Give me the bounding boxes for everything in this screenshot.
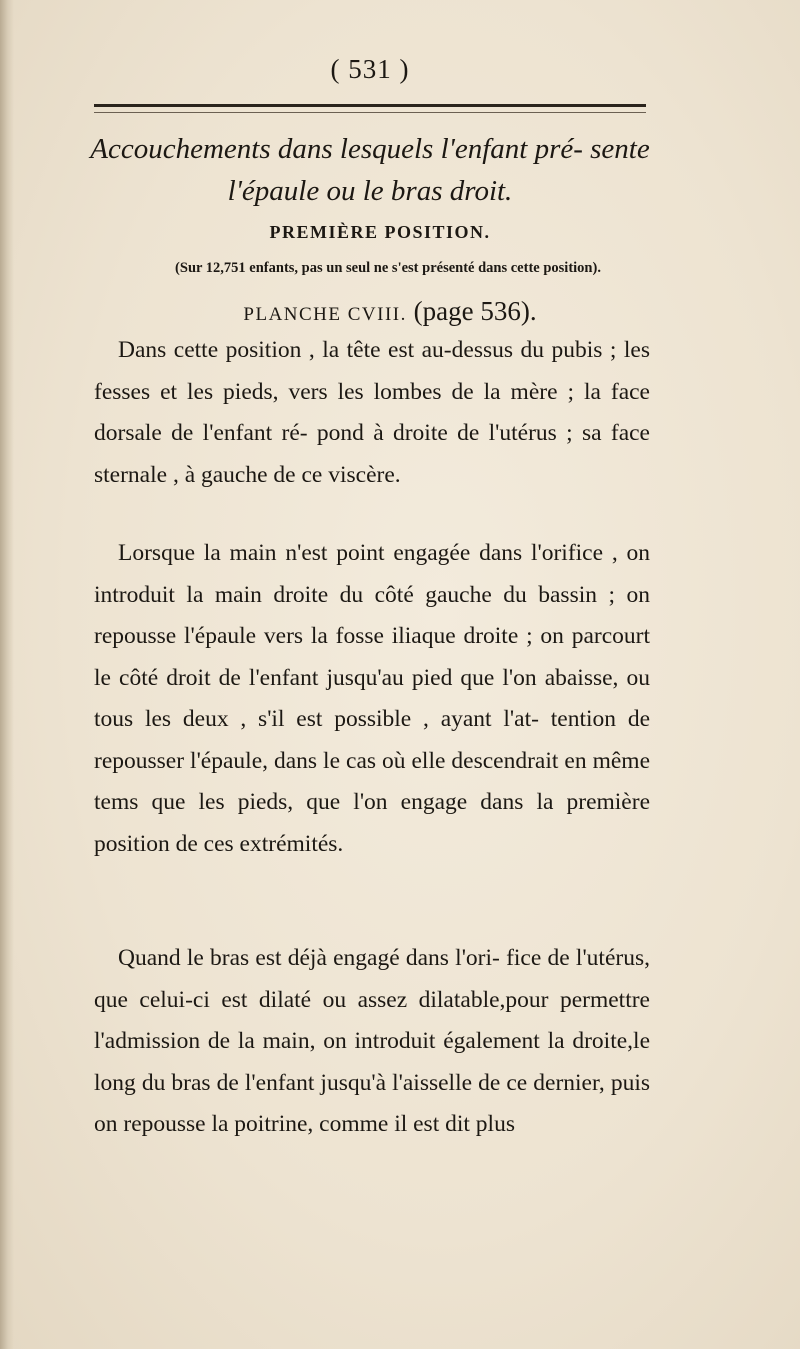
chapter-title: Accouchements dans lesquels l'enfant pré- sente l'épaule ou le bras droit.: [90, 133, 650, 207]
paragraph-2: Lorsque la main n'est point engagée dans l'orifice , on introduit la main droite du côté gauche du bassin ; on repousse l'épaule vers la fosse iliaque droite ; on parcourt le côté droit de l'enfant jusqu'au pied que l'on abaisse, ou tous les deux , s'il est possible , ayant l'at- tention de repousser l'épaule, dans le cas où elle descendrait en même tems que les pieds, que l'on engage dans la première position de ces extrémités.: [94, 540, 650, 857]
position-heading: PREMIÈRE POSITION.: [269, 222, 491, 242]
header-rule-thin: [94, 112, 646, 113]
paragraph-3: Quand le bras est déjà engagé dans l'ori- fice de l'utérus, que celui-ci est dilaté ou assez dilatable,pour permettre l'admission de la main, on introduit également la droite,le long du bras de l'enfant jusqu'à l'aisselle de ce dernier, puis on repousse la poitrine, comme il est dit plus: [94, 945, 650, 1137]
plate-label: PLANCHE CVIII.: [243, 304, 407, 325]
paragraph-1: Dans cette position , la tête est au-dessus du pubis ; les fesses et les pieds, vers les lombes de la mère ; la face dorsale de l'enfant ré- pond à droite de l'utérus ; sa face sternale , à gauche de ce viscère.: [94, 337, 650, 488]
plate-reference: [60, 296, 720, 327]
header-rule: [94, 104, 646, 107]
page-gutter: [0, 0, 14, 1349]
page-number: ( 531 ): [330, 54, 410, 84]
plate-page: (page 536).: [413, 296, 537, 326]
statistic-note: (Sur 12,751 enfants, pas un seul ne s'est présenté dans cette position).: [175, 260, 601, 276]
